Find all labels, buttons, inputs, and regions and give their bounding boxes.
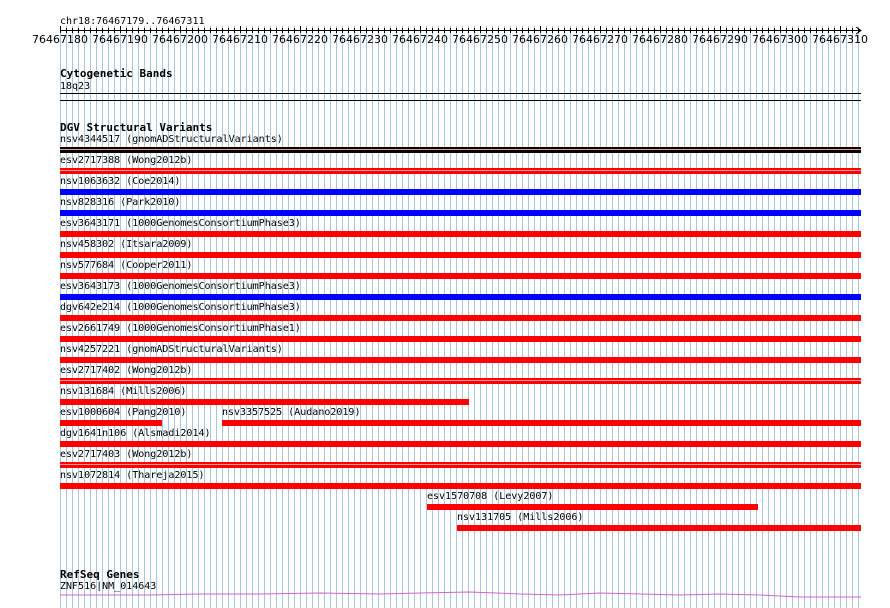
dgv-feature-label[interactable]: nsv1072814 (Thareja2015)	[60, 470, 205, 481]
ruler-tick-label: 76467210	[212, 33, 268, 46]
ruler-location: chr18:76467179..76467311	[60, 16, 205, 27]
dgv-feature-label[interactable]: nsv1063632 (Coe2014)	[60, 176, 181, 187]
dgv-feature-bar[interactable]	[60, 462, 861, 468]
dgv-row-separator	[60, 380, 861, 381]
dgv-feature-bar[interactable]	[60, 168, 861, 174]
dgv-feature-label[interactable]: esv2717403 (Wong2012b)	[60, 449, 193, 460]
cytoband-bottom-line	[60, 100, 861, 101]
dgv-feature-label[interactable]: esv2661749 (1000GenomesConsortiumPhase1)	[60, 323, 301, 334]
ruler-tick-label: 76467250	[452, 33, 508, 46]
dgv-feature-label[interactable]: dgv642e214 (1000GenomesConsortiumPhase3)	[60, 302, 301, 313]
ruler-tick-label: 76467290	[692, 33, 748, 46]
refseq-track-title[interactable]: RefSeq Genes	[60, 568, 140, 581]
dgv-feature-bar[interactable]	[60, 273, 861, 279]
dgv-feature-bar[interactable]	[60, 441, 861, 447]
ruler-tick-label: 76467270	[572, 33, 628, 46]
dgv-feature-bar[interactable]	[60, 252, 861, 258]
dgv-feature-label[interactable]: dgv1641n106 (Alsmadi2014)	[60, 428, 211, 439]
dgv-feature-label[interactable]: nsv458302 (Itsara2009)	[60, 239, 193, 250]
ruler-tick-label: 76467280	[632, 33, 688, 46]
dgv-feature-label[interactable]: esv1000604 (Pang2010)	[60, 407, 187, 418]
ruler-tick-label: 76467230	[332, 33, 388, 46]
dgv-feature-bar[interactable]	[60, 399, 469, 405]
dgv-feature-label[interactable]: esv2717388 (Wong2012b)	[60, 155, 193, 166]
refseq-gene-label[interactable]: ZNF516|NM_014643	[60, 581, 157, 592]
dgv-feature-bar[interactable]	[60, 378, 861, 384]
cytoband-label-18q23[interactable]: 18q23	[60, 81, 91, 92]
ruler-tick-label: 76467200	[152, 33, 208, 46]
dgv-feature-label[interactable]: nsv3357525 (Audano2019)	[222, 407, 361, 418]
dgv-feature-bar[interactable]	[427, 504, 758, 510]
dgv-feature-bar[interactable]	[60, 420, 162, 426]
dgv-feature-bar[interactable]	[60, 210, 861, 216]
dgv-row-separator	[60, 170, 861, 171]
dgv-feature-bar[interactable]	[60, 189, 861, 195]
dgv-feature-label[interactable]: nsv4344517 (gnomADStructuralVariants)	[60, 134, 283, 145]
ruler-tick-label: 76467260	[512, 33, 568, 46]
cytobands-track-title[interactable]: Cytogenetic Bands	[60, 67, 173, 80]
dgv-feature-bar[interactable]	[60, 231, 861, 237]
dgv-track-title[interactable]: DGV Structural Variants	[60, 121, 213, 134]
dgv-feature-label[interactable]: nsv131705 (Mills2006)	[457, 512, 584, 523]
dgv-feature-bar[interactable]	[60, 357, 861, 363]
ruler-tick-label: 76467190	[92, 33, 148, 46]
ruler-tick-label: 76467220	[272, 33, 328, 46]
ruler-tick-label: 76467180	[32, 33, 88, 46]
dgv-row-separator	[60, 464, 861, 465]
dgv-feature-bar[interactable]	[457, 525, 861, 531]
dgv-feature-label[interactable]: nsv4257221 (gnomADStructuralVariants)	[60, 344, 283, 355]
ruler-tick-label: 76467240	[392, 33, 448, 46]
dgv-feature-bar[interactable]	[60, 147, 861, 153]
dgv-feature-label[interactable]: esv3643173 (1000GenomesConsortiumPhase3)	[60, 281, 301, 292]
cytoband-top-line	[60, 93, 861, 94]
dgv-feature-label[interactable]: nsv131684 (Mills2006)	[60, 386, 187, 397]
dgv-feature-label[interactable]: nsv577684 (Cooper2011)	[60, 260, 193, 271]
ruler-tick-label: 76467300	[752, 33, 808, 46]
refseq-gene-feature[interactable]	[0, 590, 890, 608]
dgv-feature-label[interactable]: esv2717402 (Wong2012b)	[60, 365, 193, 376]
dgv-feature-bar[interactable]	[60, 483, 861, 489]
dgv-row-separator	[60, 149, 861, 150]
dgv-feature-label[interactable]: esv3643171 (1000GenomesConsortiumPhase3)	[60, 218, 301, 229]
dgv-feature-bar[interactable]	[60, 294, 861, 300]
dgv-feature-bar[interactable]	[222, 420, 861, 426]
dgv-feature-bar[interactable]	[60, 315, 861, 321]
dgv-feature-label[interactable]: esv1570708 (Levy2007)	[427, 491, 554, 502]
dgv-feature-bar[interactable]	[60, 336, 861, 342]
dgv-feature-label[interactable]: nsv828316 (Park2010)	[60, 197, 181, 208]
ruler-tick-label: 76467310	[812, 33, 868, 46]
